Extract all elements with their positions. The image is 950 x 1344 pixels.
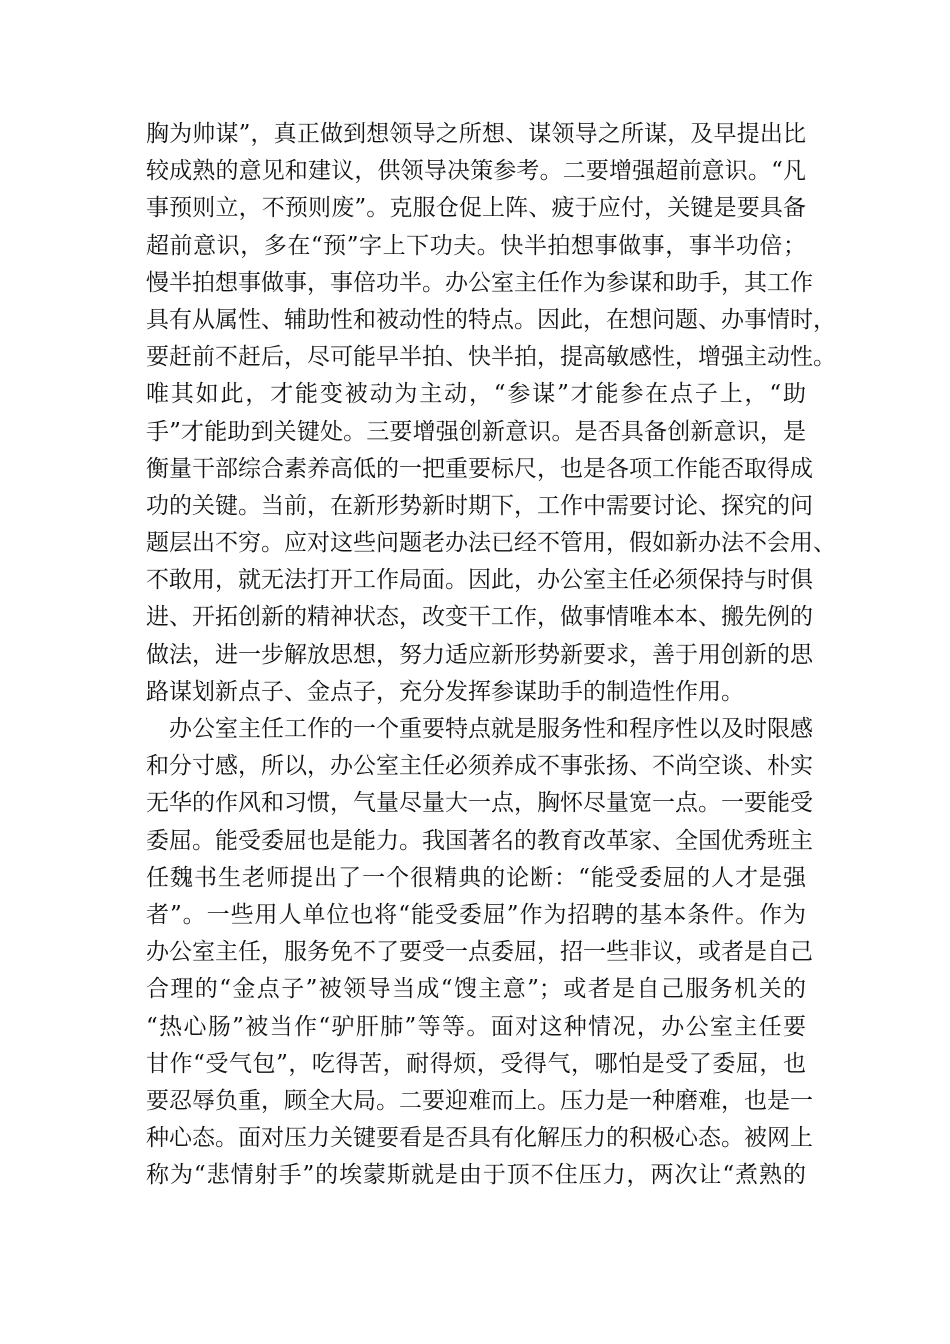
text-line: 不敢用，就无法打开工作局面。因此，办公室主任必须保持与时俱 [146,567,813,594]
text-line: 路谋划新点子、金点子，充分发挥参谋助手的制造性作用。 [146,678,744,705]
text-line: 手”才能助到关键处。三要增强创新意识。是否具备创新意识，是 [146,418,806,445]
text-line: 具有从属性、辅助性和被动性的特点。因此，在想问题、办事情时， [146,306,836,333]
text-line: 种心态。面对压力关键要看是否具有化解压力的积极心态。被网上 [146,1125,813,1152]
text-line: 委屈。能受委屈也是能力。我国著名的教育改革家、全国优秀班主 [146,827,813,854]
text-line: 功的关键。当前，在新形势新时期下，工作中需要讨论、探究的问 [146,492,813,519]
text-line: 较成熟的意见和建议，供领导决策参考。二要增强超前意识。“凡 [146,158,806,185]
text-line: 任魏书生老师提出了一个很精典的论断：“能受委屈的人才是强 [146,864,806,891]
paragraph [146,711,813,1194]
text-line: 要忍辱负重，顾全大局。二要迎难而上。压力是一种磨难，也是一 [146,1087,813,1114]
text-line: 无华的作风和习惯，气量尽量大一点，胸怀尽量宽一点。一要能受 [146,790,813,817]
paragraph [146,116,836,711]
text-line: 者”。一些用人单位也将“能受委屈”作为招聘的基本条件。作为 [146,901,806,928]
text-line: 办公室主任，服务免不了要受一点委屈，招一些非议，或者是自己 [146,939,813,966]
text-line: 超前意识，多在“预”字上下功夫。快半拍想事做事，事半功倍； [146,232,806,259]
text-line: 要赶前不赶后，尽可能早半拍、快半拍，提高敏感性，增强主动性。 [146,344,836,371]
text-line: 甘作“受气包”，吃得苦，耐得烦，受得气，哪怕是受了委屈，也 [146,1050,806,1077]
text-line: 合理的“金点子”被领导当成“馊主意”；或者是自己服务机关的 [146,976,806,1003]
text-line: 进、开拓创新的精神状态，改变干工作，做事情唯本本、搬先例的 [146,604,813,631]
text-line: 做法，进一步解放思想，努力适应新形势新要求，善于用创新的思 [146,641,813,668]
text-line: 慢半拍想事做事，事倍功半。办公室主任作为参谋和助手，其工作 [146,269,813,296]
text-line: 唯其如此，才能变被动为主动，“参谋”才能参在点子上，“助 [146,381,806,408]
text-line: 题层出不穷。应对这些问题老办法已经不管用，假如新办法不会用、 [146,530,836,557]
text-line: 事预则立，不预则废”。克服仓促上阵、疲于应付，关键是要具备 [146,195,806,222]
document-body [146,116,836,1194]
text-line: 衡量干部综合素养高低的一把重要标尺，也是各项工作能否取得成 [146,455,813,482]
text-line: 称为“悲情射手”的埃蒙斯就是由于顶不住压力，两次让“煮熟的 [146,1162,806,1189]
text-line: “热心肠”被当作“驴肝肺”等等。面对这种情况，办公室主任要 [146,1013,806,1040]
text-line: 胸为帅谋”，真正做到想领导之所想、谋领导之所谋，及早提出比 [146,121,806,147]
text-line: 和分寸感，所以，办公室主任必须养成不事张扬、不尚空谈、朴实 [146,753,813,780]
text-line: 办公室主任工作的一个重要特点就是服务性和程序性以及时限感 [169,716,813,742]
